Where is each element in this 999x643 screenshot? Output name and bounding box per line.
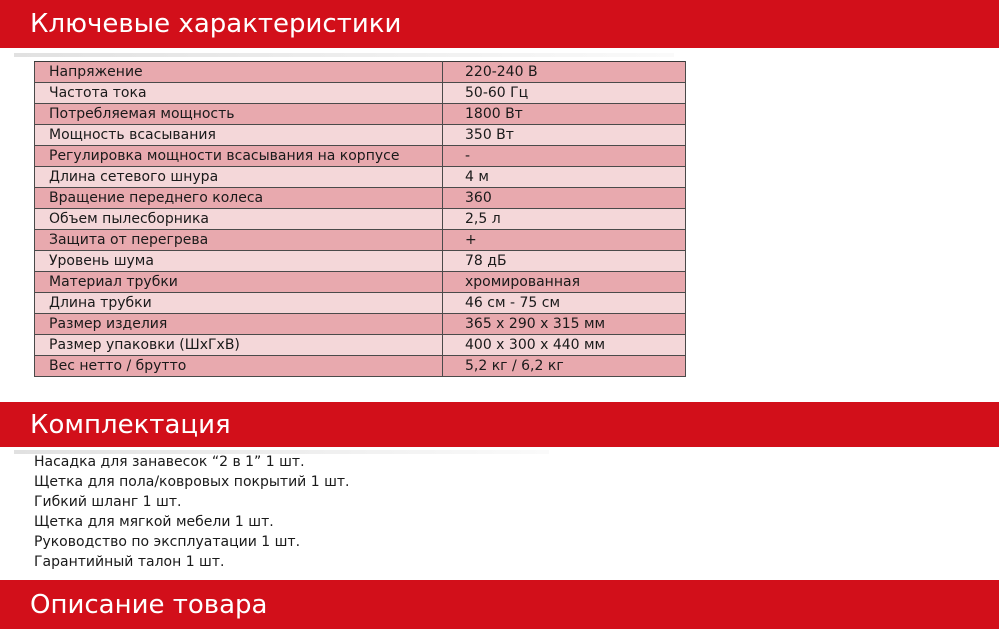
kit-section-title: Комплектация	[30, 409, 231, 440]
specs-section-title: Ключевые характеристики	[30, 9, 402, 39]
description-section-title: Описание товара	[30, 589, 268, 620]
spec-value: хромированная	[443, 272, 686, 293]
table-row	[35, 188, 686, 209]
table-row	[35, 335, 686, 356]
table-row	[35, 314, 686, 335]
list-item: Щетка для пола/ковровых покрытий 1 шт.	[34, 474, 350, 490]
table-row	[35, 230, 686, 251]
spec-label: Напряжение	[35, 62, 443, 83]
spec-label: Регулировка мощности всасывания на корпусе	[35, 146, 443, 167]
spec-value: 5,2 кг / 6,2 кг	[443, 356, 686, 377]
spec-label: Частота тока	[35, 83, 443, 104]
list-item: Щетка для мягкой мебели 1 шт.	[34, 514, 274, 530]
spec-value: -	[443, 146, 686, 167]
spec-value: 400 х 300 х 440 мм	[443, 335, 686, 356]
spec-value: 4 м	[443, 167, 686, 188]
spec-label: Размер упаковки (ШхГхВ)	[35, 335, 443, 356]
spec-label: Вес нетто / брутто	[35, 356, 443, 377]
table-row	[35, 272, 686, 293]
table-row	[35, 251, 686, 272]
spec-value: 2,5 л	[443, 209, 686, 230]
spec-value: 1800 Вт	[443, 104, 686, 125]
kit-section-header	[0, 402, 999, 447]
description-section-header	[0, 580, 999, 629]
spec-label: Длина сетевого шнура	[35, 167, 443, 188]
spec-label: Длина трубки	[35, 293, 443, 314]
table-row	[35, 125, 686, 146]
table-row	[35, 167, 686, 188]
table-row	[35, 62, 686, 83]
spec-label: Защита от перегрева	[35, 230, 443, 251]
table-row	[35, 83, 686, 104]
divider	[14, 53, 674, 57]
spec-value: 50-60 Гц	[443, 83, 686, 104]
spec-label: Потребляемая мощность	[35, 104, 443, 125]
spec-value: +	[443, 230, 686, 251]
list-item: Гибкий шланг 1 шт.	[34, 494, 182, 510]
spec-label: Материал трубки	[35, 272, 443, 293]
table-row	[35, 146, 686, 167]
table-row	[35, 293, 686, 314]
table-row	[35, 209, 686, 230]
spec-label: Объем пылесборника	[35, 209, 443, 230]
spec-value: 365 х 290 х 315 мм	[443, 314, 686, 335]
spec-value: 220-240 В	[443, 62, 686, 83]
kit-list	[34, 452, 350, 572]
spec-label: Уровень шума	[35, 251, 443, 272]
specs-section-header	[0, 0, 999, 48]
spec-value: 360	[443, 188, 686, 209]
spec-value: 46 см - 75 см	[443, 293, 686, 314]
spec-value: 350 Вт	[443, 125, 686, 146]
table-row	[35, 104, 686, 125]
spec-label: Размер изделия	[35, 314, 443, 335]
spec-value: 78 дБ	[443, 251, 686, 272]
table-row	[35, 356, 686, 377]
spec-label: Мощность всасывания	[35, 125, 443, 146]
specs-table	[34, 61, 686, 377]
spec-label: Вращение переднего колеса	[35, 188, 443, 209]
list-item: Гарантийный талон 1 шт.	[34, 554, 225, 570]
list-item: Руководство по эксплуатации 1 шт.	[34, 534, 301, 550]
list-item: Насадка для занавесок “2 в 1” 1 шт.	[34, 454, 305, 470]
